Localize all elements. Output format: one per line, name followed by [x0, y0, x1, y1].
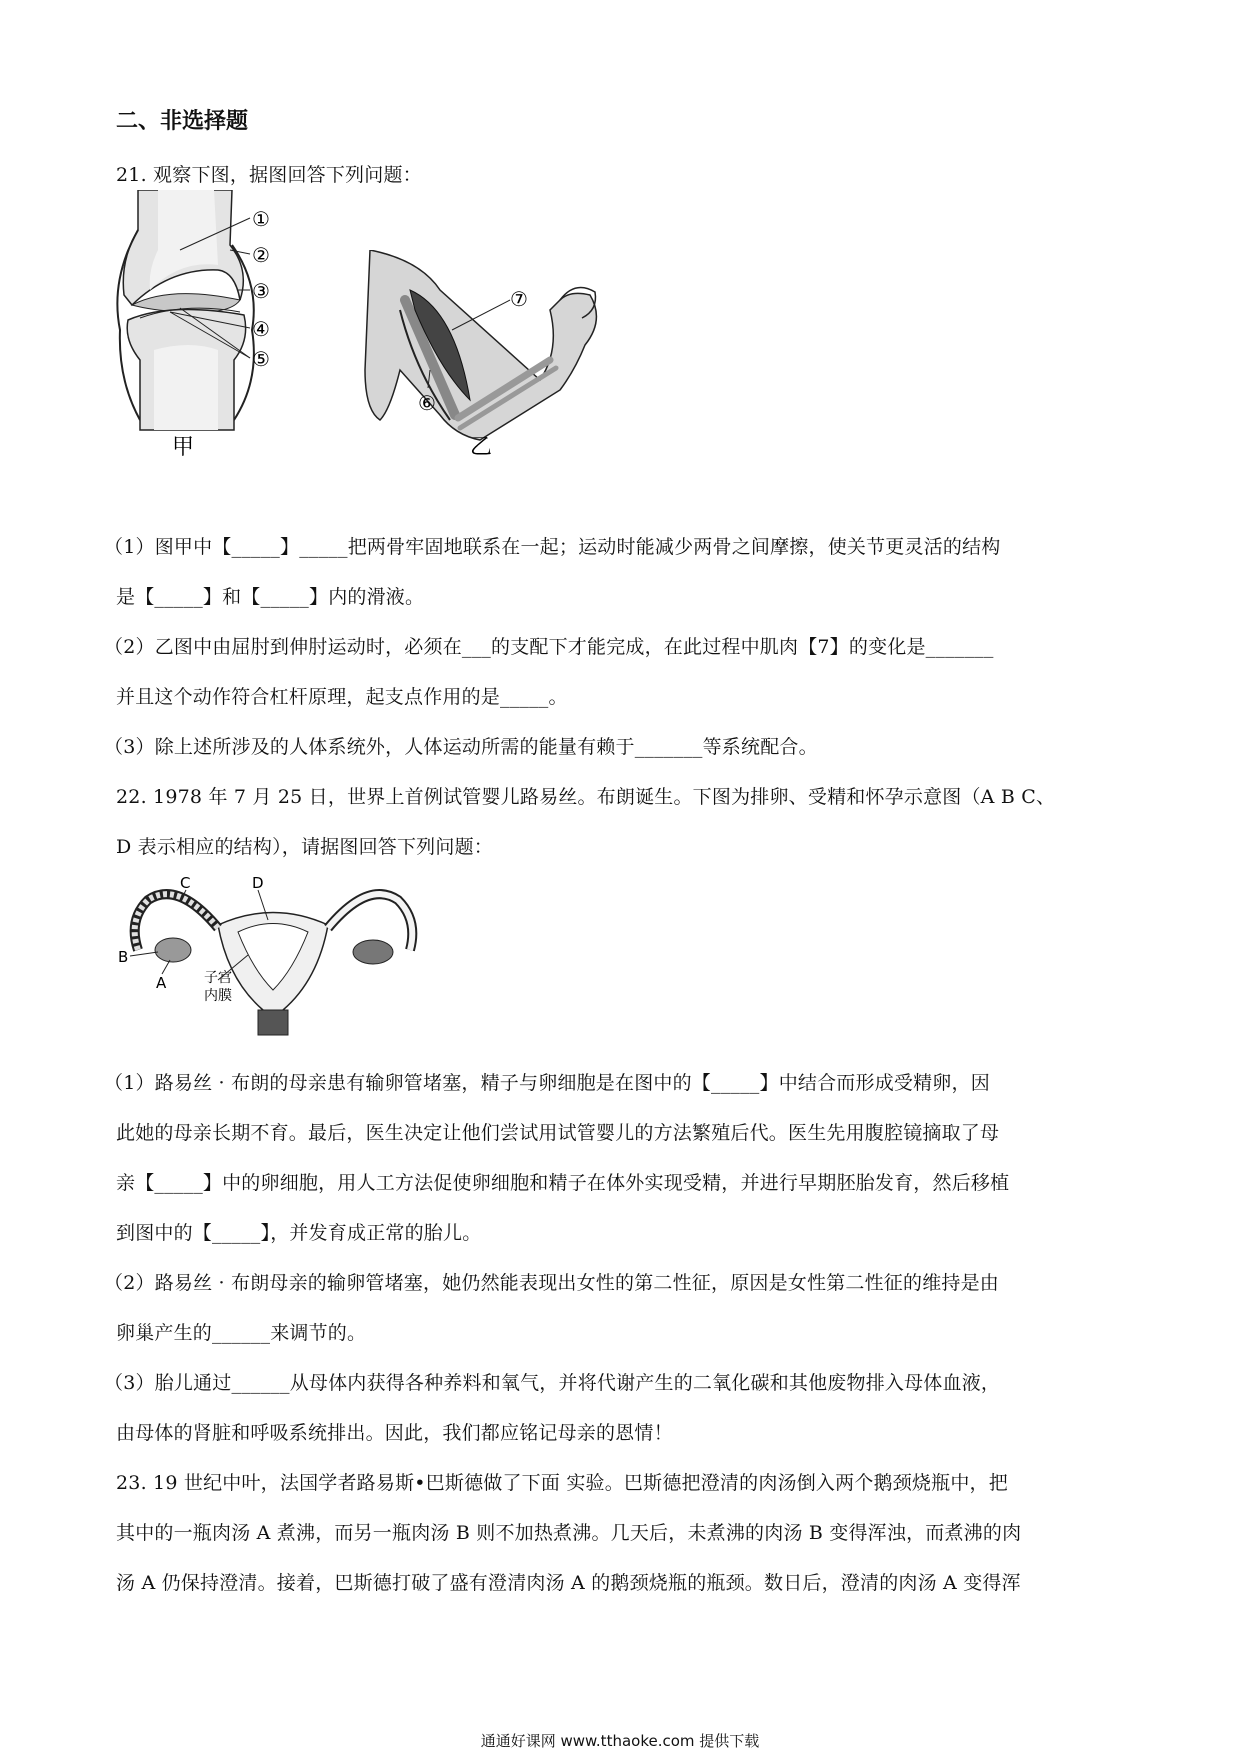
repro-label-a: A — [156, 974, 167, 992]
q22-part1-line3: 亲【_____】中的卵细胞，用人工方法促使卵细胞和精子在体外实现受精，并进行早期胚胎发育，然后移植 — [116, 1172, 1010, 1194]
q22-part1-line1: （1）路易丝 · 布朗的母亲患有输卵管堵塞，精子与卵细胞是在图中的【_____】中结合而形成受精卵，因 — [104, 1072, 990, 1094]
q21-part1-line2: 是【_____】和【_____】内的滑液。 — [116, 586, 425, 608]
section-title: 二、非选择题 — [116, 109, 249, 134]
arm-label-6: ⑥ — [418, 391, 436, 415]
q21-stem: 21. 观察下图，据图回答下列问题： — [116, 164, 422, 186]
q23-line2: 其中的一瓶肉汤 A 煮沸，而另一瓶肉汤 B 则不加热煮沸。几天后，未煮沸的肉汤 B 变得浑浊，而煮沸的肉 — [116, 1522, 1022, 1544]
knee-label-5: ⑤ — [252, 347, 270, 371]
repro-label-uterus-line1: 子宫 — [204, 970, 232, 986]
q22-part1-line4: 到图中的【_____】，并发育成正常的胎儿。 — [116, 1222, 482, 1244]
knee-label-1: ① — [252, 207, 270, 231]
q23-line3: 汤 A 仍保持澄清。接着，巴斯德打破了盛有澄清肉汤 A 的鹅颈烧瓶的瓶颈。数日后，澄清的肉汤 A 变得浑 — [116, 1572, 1021, 1594]
knee-label-4: ④ — [252, 317, 270, 341]
repro-label-d: D — [252, 874, 264, 892]
figure-caption-yi: 乙 — [470, 435, 493, 460]
repro-label-b: B — [118, 948, 129, 966]
repro-label-c: C — [180, 874, 191, 892]
reproductive-system-figure — [118, 870, 428, 1040]
arm-label-7: ⑦ — [510, 287, 528, 311]
knee-joint-figure — [110, 190, 310, 460]
figure-caption-jia: 甲 — [172, 435, 195, 460]
q22-part2-line2: 卵巢产生的______来调节的。 — [116, 1322, 367, 1344]
q21-part3-line1: （3）除上述所涉及的人体系统外，人体运动所需的能量有赖于_______等系统配合。 — [104, 736, 818, 758]
q22-part1-line2: 此她的母亲长期不育。最后，医生决定让他们尝试用试管婴儿的方法繁殖后代。医生先用腹腔镜摘取了母 — [116, 1122, 1000, 1144]
q21-part1-line1: （1）图甲中【_____】_____把两骨牢固地联系在一起；运动时能减少两骨之间摩擦，使关节更灵活的结构 — [104, 536, 1001, 558]
page-footer: 通通好课网 www.tthaoke.com 提供下载 — [480, 1732, 760, 1750]
q22-part3-line1: （3）胎儿通过______从母体内获得各种养料和氧气，并将代谢产生的二氧化碳和其他废物排入母体血液， — [104, 1372, 1001, 1394]
q22-stem-line2: D 表示相应的结构），请据图回答下列问题： — [116, 836, 493, 858]
repro-label-uterus-line2: 内膜 — [204, 988, 232, 1004]
q23-line1: 23. 19 世纪中叶，法国学者路易斯•巴斯德做了下面 实验。巴斯德把澄清的肉汤倒入两个鹅颈烧瓶中，把 — [116, 1472, 1008, 1494]
knee-label-2: ② — [252, 243, 270, 267]
arm-muscle-figure — [360, 250, 620, 460]
q21-part2-line1: （2）乙图中由屈肘到伸肘运动时，必须在___的支配下才能完成，在此过程中肌肉【7】的变化是_______ — [104, 636, 994, 658]
q21-part2-line2: 并且这个动作符合杠杆原理，起支点作用的是_____。 — [116, 686, 568, 708]
q22-part3-line2: 由母体的肾脏和呼吸系统排出。因此，我们都应铭记母亲的恩情！ — [116, 1422, 673, 1444]
knee-label-3: ③ — [252, 279, 270, 303]
q22-stem-line1: 22. 1978 年 7 月 25 日，世界上首例试管婴儿路易丝。布朗诞生。下图为排卵、受精和怀孕示意图（A B C、 — [116, 786, 1056, 808]
q22-part2-line1: （2）路易丝 · 布朗母亲的输卵管堵塞，她仍然能表现出女性的第二性征，原因是女性第二性征的维持是由 — [104, 1272, 1000, 1294]
